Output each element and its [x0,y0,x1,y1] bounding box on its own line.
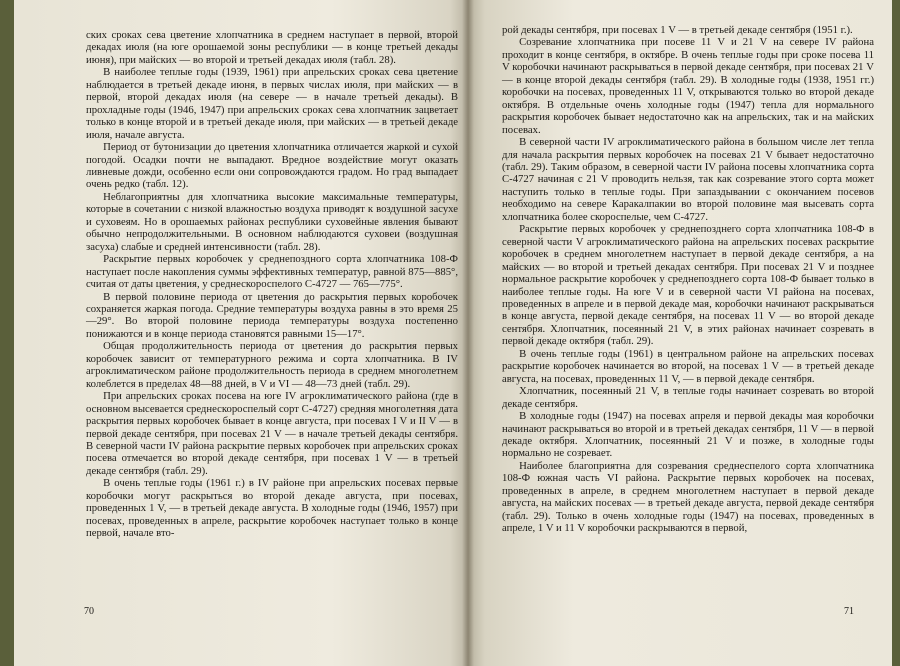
right-page-text [502,24,874,535]
paragraph: Хлопчатник, посеянный 21 V, в теплые годы начинает созревать во второй декаде сентября. [502,385,874,410]
paragraph: В первой половине периода от цветения до раскрытия первых коробочек сохраняется жаркая погода. Средние температуры воздуха равны в это время 25—29°. Во второй половине периода температуры воздуха постепенно понижаются и в конце периода становятся равными 15—17°. [86,290,458,340]
paragraph: Созревание хлопчатника при посеве 11 V и 21 V на севере IV района проходит в конце сентября, в октябре. В очень теплые годы при сроке посева 11 V коробочки начинают раскрываться в первой декаде сентября, при посевах 21 V — в конце второй декады сентября (табл. 29). В холодные годы (1938, 1951 гг.) коробочки на посевах, проведенных 11 V, открываются только во второй декаде октября. В отдельные очень холодные годы (1947) тепла для нормального раскрытия коробочек бывает недостаточно как на апрельских, так и на майских посевах. [502,36,874,136]
left-page [14,0,468,666]
paragraph: В очень теплые годы (1961 г.) в IV районе при апрельских посевах первые коробочки могут раскрыться во второй декаде августа, при посевах, проведенных 1 V, — в третьей декаде августа. В холодные годы (1946, 1957) при посевах, проведенных в апреле, раскрытие коробочек наступает только в конце первой, начале вто- [86,477,458,540]
paragraph: Наиболее благоприятна для созревания среднеспелого сорта хлопчатника 108-Ф южная часть VI района. Раскрытие первых коробочек на посевах, проведенных в апреле, в среднем многолетнем наступает в первой декаде августа, на майских посевах — в третьей декаде августа, первой декаде сентября (табл. 29). Только в очень холодные годы (1947) на посевах, проведенных в апреле, 1 V и 11 V коробочки раскрываются в первой, [502,459,874,535]
paragraph: При апрельских сроках посева на юге IV агроклиматического района (где в основном высевается среднескороспелый сорт С-4727) средняя многолетняя дата раскрытия первых коробочек бывает в конце августа, при посевах I V и II V — в первой декаде сентября, при посевах 21 V — в начале третьей декады сентября. В северной части IV района раскрытие первых коробочек при апрельских сроках посева отмечается во второй декаде сентября, при посевах 1 V — в третьей декаде сентября (табл. 29). [86,390,458,477]
paragraph: В холодные годы (1947) на посевах апреля и первой декады мая коробочки начинают раскрываться во второй и в третьей декадах сентября, 11 V — в первой декаде октября. Хлопчатник, посеянный 21 V и позже, в холодные годы нормально не созревает. [502,410,874,460]
page-number-left: 70 [84,606,94,617]
book-gutter [462,0,474,666]
paragraph: В северной части IV агроклиматического района в большом числе лет тепла для начала раскрытия первых коробочек на посевах 21 V бывает недостаточно (табл. 29). Таким образом, в северной части IV района посевы хлопчатника сорта С-4727 начиная с 21 V проводить нельзя, так как созревание этого сорта может наступить только в теплые годы. При запаздывании с окончанием посевов необходимо на севере Каракалпакии во второй половине мая высевать сорта хлопчатника более скороспелые, чем С-4727. [502,136,874,223]
paragraph: Период от бутонизации до цветения хлопчатника отличается жаркой и сухой погодой. Осадки почти не выпадают. Вредное воздействие могут оказать ливневые дожди, особенно если они сопровождаются градом. Но град выпадает очень редко (табл. 12). [86,141,458,191]
paragraph: Раскрытие первых коробочек у среднепозднего сорта хлопчатника 108-Ф в северной части V агроклиматического района на апрельских посевах раскрытие коробочек в среднем многолетнем наступает в первой декаде сентября, а на майских — во второй и третьей декадах сентября. При посевах 21 V и позднее нормальное раскрытие коробочек у среднепозднего сорта 108-Ф бывает только в наиболее теплые годы. На юге V и в северной части VI района на посевах, проведенных в апреле и в первой декаде мая, коробочки начинают раскрываться в конце августа, первой декаде сентября, на посевах 11 V — во второй декаде сентября. Хлопчатник, посеянный 21 V, в этих районах начинает созревать в первой декаде октября (табл. 29). [502,223,874,348]
paragraph: Раскрытие первых коробочек у среднепоздного сорта хлопчатника 108-Ф наступает после накопления суммы эффективных температур, равной 875—885°, считая от даты цветения, у среднескороспелого С-4727 — 765—775°. [86,253,458,291]
paragraph: В наиболее теплые годы (1939, 1961) при апрельских сроках сева цветение наблюдается в третьей декаде июня, в первых числах июля, при майских — в первой, второй декадах июля (на севере — в начале третьей декады). В прохладные годы (1946, 1947) при апрельских сроках сева хлопчатник зацветает только в конце второй и в третьей декаде июля, при майских — в третьей декаде июля, начале августа. [86,66,458,141]
paragraph: Неблагоприятны для хлопчатника высокие максимальные температуры, которые в сочетании с низкой влажностью воздуха приводят к воздушной засухе и суховеям. Но в орошаемых районах республики суховейные явления бывают обычно непродолжительными. В основном наблюдаются суховеи (воздушная засуха) слабые и средней интенсивности (табл. 28). [86,190,458,253]
page-number-right: 71 [844,606,854,617]
right-page [468,0,892,666]
left-page-text [86,29,458,540]
paragraph: ских сроках сева цветение хлопчатника в среднем наступает в первой, второй декадах июля (на юге орошаемой зоны республики — в конце третьей декады июня), при майских — во второй и третьей декадах июля (табл. 28). [86,29,458,66]
paragraph: В очень теплые годы (1961) в центральном районе на апрельских посевах раскрытие коробочек начинается во второй, на посевах 1 V — в третьей декаде августа, на посевах, проведенных 11 V, — в первой декаде сентября. [502,347,874,385]
paragraph: рой декады сентября, при посевах 1 V — в третьей декаде сентября (1951 г.). [502,24,853,36]
paragraph: Общая продолжительность периода от цветения до раскрытия первых коробочек зависит от температурного режима и сорта хлопчатника. В IV агроклиматическом районе продолжительность периода в среднем многолетнем колеблется в пределах 48—88 дней, в V и VI — 48—73 дней (табл. 29). [86,340,458,390]
